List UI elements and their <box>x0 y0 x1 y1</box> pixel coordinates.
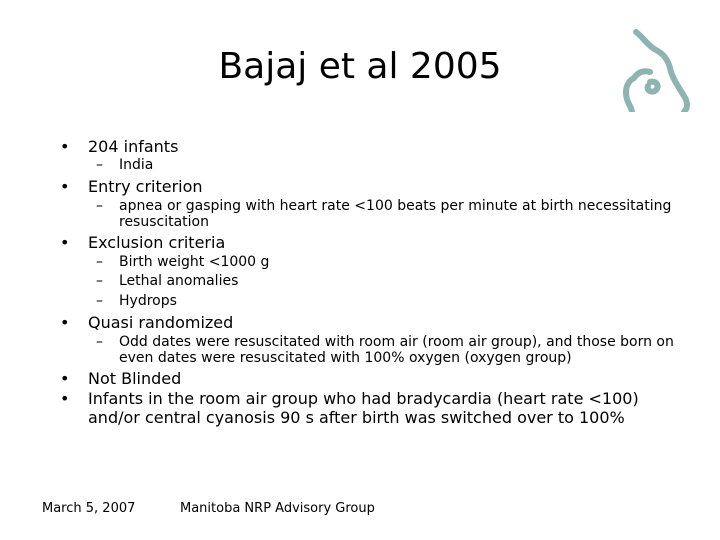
sub-bullet-marker: – <box>96 334 103 350</box>
bullet-text: Quasi randomized <box>88 313 234 332</box>
sub-bullet-text: Birth weight <1000 g <box>119 254 270 270</box>
sub-bullet-text: Hydrops <box>119 293 177 309</box>
bullet-marker: • <box>60 389 70 408</box>
sub-bullet-text: apnea or gasping with heart rate <100 beats per minute at birth necessitating resuscitation <box>119 198 672 230</box>
bullet-text: Infants in the room air group who had bradycardia (heart rate <100) and/or central cyanosis 90 s after birth was switched over to 100% <box>88 389 639 427</box>
bullet-text: 204 infants <box>88 137 179 156</box>
bullet-text: Exclusion criteria <box>88 233 226 252</box>
sub-bullet-text: Lethal anomalies <box>119 273 239 289</box>
sub-bullet-marker: – <box>96 198 103 214</box>
bullet-marker: • <box>60 233 70 252</box>
bullet-marker: • <box>60 369 70 388</box>
sub-bullet-marker: – <box>96 157 103 173</box>
sub-bullet-text: Odd dates were resuscitated with room air (room air group), and those born on even dates were resuscitated with 100% oxygen (oxygen group) <box>119 334 674 366</box>
slide-title: Bajaj et al 2005 <box>218 46 502 87</box>
bullet-marker: • <box>60 137 70 156</box>
footer-organization: Manitoba NRP Advisory Group <box>180 501 375 516</box>
sub-bullet-marker: – <box>96 273 103 289</box>
bullet-marker: • <box>60 313 70 332</box>
sub-bullet-marker: – <box>96 254 103 270</box>
sub-bullet-marker: – <box>96 293 103 309</box>
sub-bullet-text: India <box>119 157 154 173</box>
bullet-text: Entry criterion <box>88 177 203 196</box>
bullet-marker: • <box>60 177 70 196</box>
footer-date: March 5, 2007 <box>42 501 136 516</box>
bullet-text: Not Blinded <box>88 369 182 388</box>
